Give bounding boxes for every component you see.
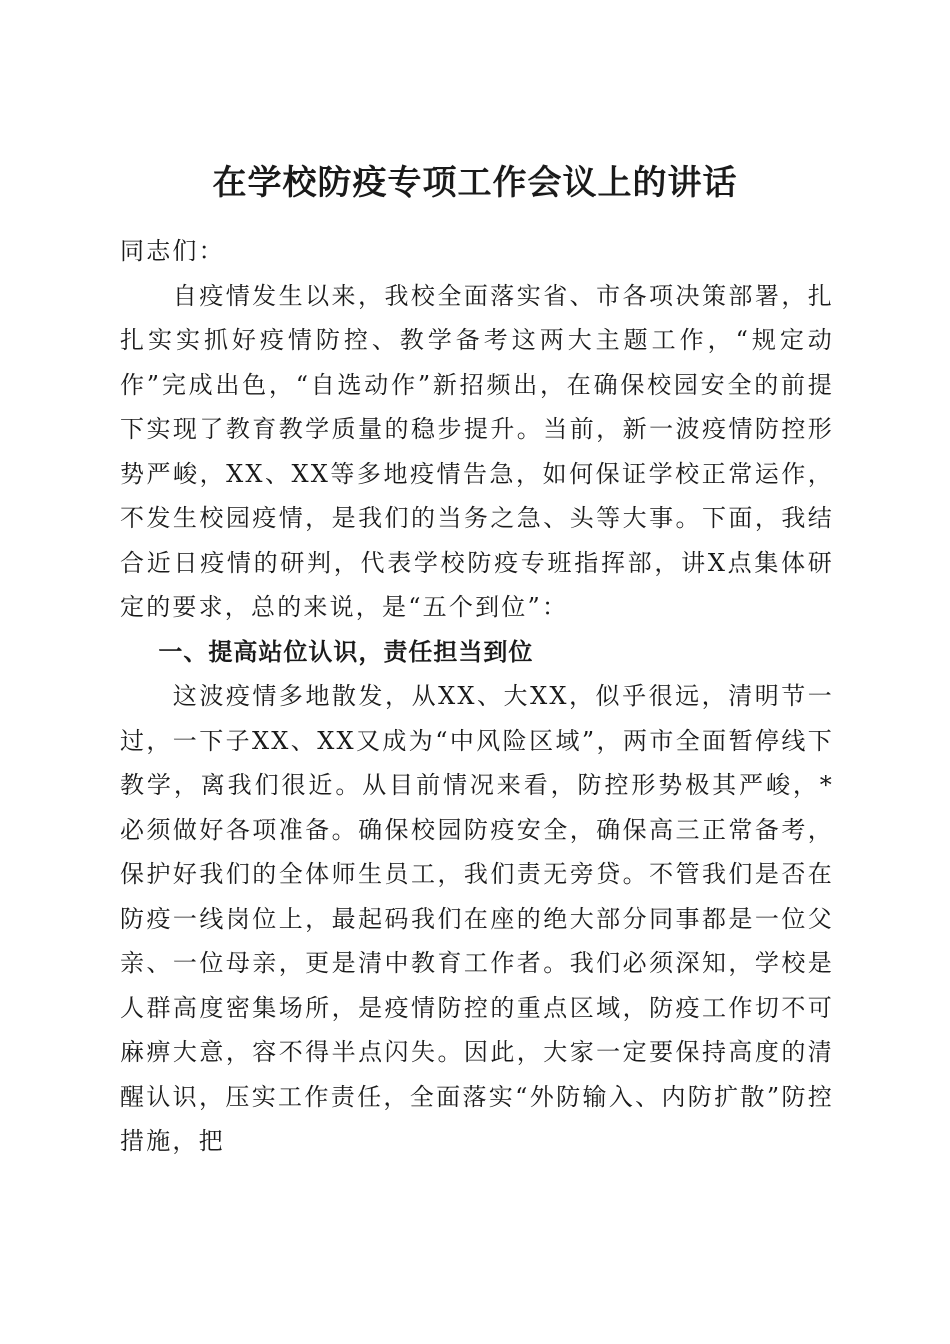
intro-paragraph: 自疫情发生以来，我校全面落实省、市各项决策部署，扎扎实实抓好疫情防控、教学备考这两大主题工作，“规定动作”完成出色，“自选动作”新招频出，在确保校园安全的前提下实现了教育教学质量的稳步提升。当前，新一波疫情防控形势严峻，XX、XX等多地疫情告急，如何保证学校正常运作，不发生校园疫情，是我们的当务之急、头等大事。下面，我结合近日疫情的研判，代表学校防疫专班指挥部，讲X点集体研定的要求，总的来说，是“五个到位”： (120, 281, 834, 621)
page-title: 在学校防疫专项工作会议上的讲话 (212, 162, 738, 203)
salutation: 同志们： (120, 237, 225, 265)
section-paragraph: 这波疫情多地散发，从XX、大XX，似乎很远，清明节一过，一下子XX、XX又成为“中风险区域”，两市全面暂停线下教学，离我们很近。从目前情况来看，防控形势极其严峻，*必须做好各项准备。确保校园防疫安全，确保高三正常备考，保护好我们的全体师生员工，我们责无旁贷。不管我们是否在防疫一线岗位上，最起码我们在座的绝大部分同事都是一位父亲、一位母亲，更是清中教育工作者。我们必须深知，学校是人群高度密集场所，是疫情防控的重点区域，防疫工作切不可麻痹大意，容不得半点闪失。因此，大家一定要保持高度的清醒认识，压实工作责任，全面落实“外防输入、内防扩散”防控措施，把 (120, 682, 834, 1155)
document-body (120, 229, 834, 1164)
section-heading: 一、提高站位认识，责任担当到位 (158, 637, 534, 666)
